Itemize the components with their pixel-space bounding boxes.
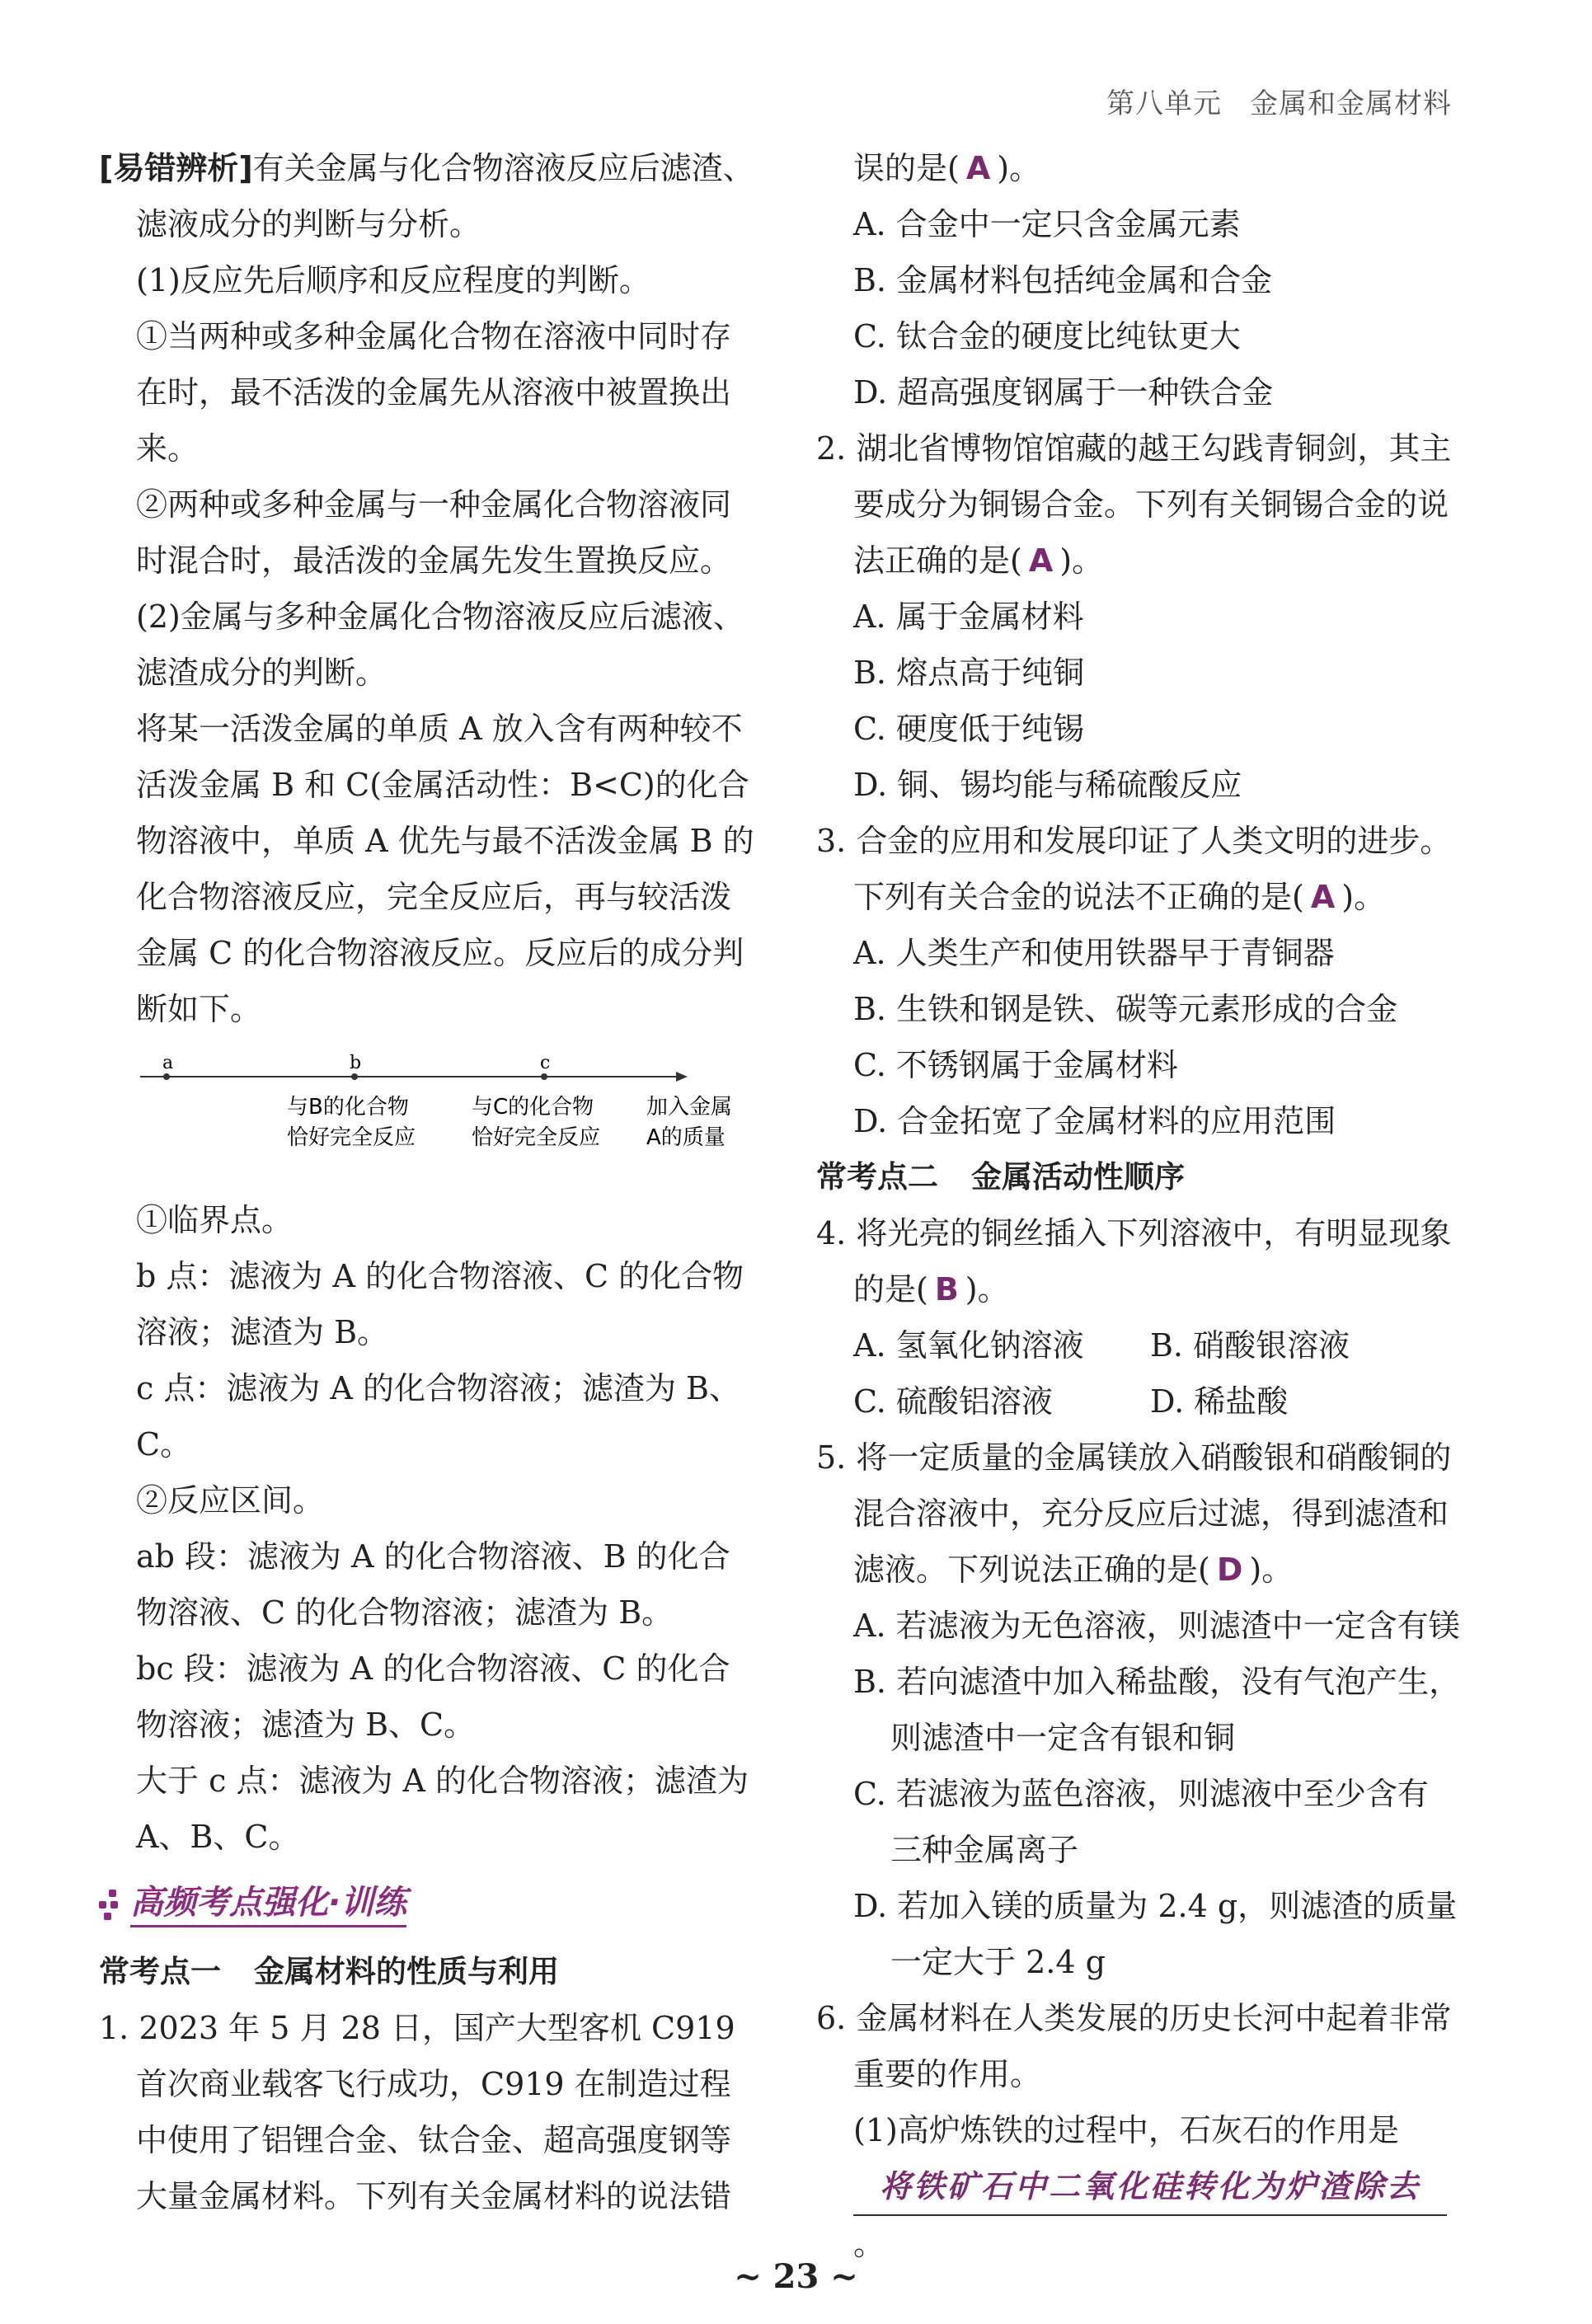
q5-option-a: A. 若滤液为无色溶液，则滤渣中一定含有镁 [853, 1608, 1460, 1644]
q3-option-c: C. 不锈钢属于金属材料 [853, 1047, 1178, 1083]
section-banner [99, 1876, 758, 1927]
page-header [1106, 81, 1452, 121]
reaction-diagram [99, 1052, 758, 1176]
q1-option-d: D. 超高强度钢属于一种铁合金 [853, 374, 1274, 411]
question-6-part-1: (1)高炉炼铁的过程中，石灰石的作用是 [853, 2112, 1399, 2148]
critical-heading: ①临界点。 [136, 1202, 294, 1238]
question-6-part-1-answer-line: 将铁矿石中二氧化硅转化为炉渣除去。 [816, 2158, 1476, 2272]
q1-option-c: C. 钛合金的硬度比纯钛更大 [853, 318, 1241, 354]
q5-option-b-cont: 则滤渣中一定含有银和铜 [890, 1720, 1236, 1756]
q4-option-b: B. 硝酸银溶液 [1150, 1327, 1350, 1364]
answer-4: B [934, 1271, 959, 1308]
q3-option-d: D. 合金拓宽了金属材料的应用范围 [853, 1103, 1336, 1139]
q4-option-c: C. 硫酸铝溶液 [853, 1383, 1053, 1420]
question-6: 6. 金属材料在人类发展的历史长河中起着非常重要的作用。 [816, 2000, 1452, 2092]
label-c-line2: 恰好完全反应 [472, 1125, 601, 1150]
label-end-line2: A的质量 [646, 1125, 726, 1150]
q5-option-c: C. 若滤液为蓝色溶液，则滤液中至少含有 [853, 1776, 1429, 1812]
c-point-text: c 点：滤液为 A 的化合物溶液；滤渣为 B、C。 [136, 1370, 740, 1462]
q3-option-a: A. 人类生产和使用铁器早于青铜器 [853, 935, 1335, 971]
analysis-p1b: ②两种或多种金属与一种金属化合物溶液同时混合时，最活泼的金属先发生置换反应。 [136, 486, 732, 579]
label-end-line1: 加入金属 [646, 1095, 733, 1120]
label-b-line1: 与B的化合物 [287, 1095, 409, 1120]
q2-option-c: C. 硬度低于纯锡 [853, 711, 1084, 747]
q2-option-b: B. 熔点高于纯铜 [853, 655, 1085, 691]
point-b-dot [351, 1073, 358, 1080]
axis-arrow [676, 1072, 688, 1082]
handwritten-answer-6-1: 将铁矿石中二氧化硅转化为炉渣除去 [853, 2158, 1447, 2216]
q4-option-d: D. 稀盐酸 [1150, 1383, 1289, 1420]
question-4: 4. 将光亮的铜丝插入下列溶液中，有明显现象的是( B )。 [816, 1215, 1452, 1308]
q1-option-a: A. 合金中一定只含金属元素 [853, 206, 1241, 242]
analysis-intro: [易错辨析]有关金属与化合物溶液反应后滤渣、滤液成分的判断与分析。 [99, 150, 754, 242]
answer-5: D [1216, 1552, 1243, 1588]
page-number: ~ 23 ~ [734, 2257, 858, 2296]
q4-option-a: A. 氢氧化钠溶液 [853, 1327, 1084, 1364]
question-1: 1. 2023 年 5 月 28 日，国产大型客机 C919 首次商业载客飞行成功，C919 在制造过程中使用了铝锂合金、钛合金、超高强度钢等大量金属材料。下列有关金属材料的说法错 [99, 2010, 735, 2214]
answer-1: A [965, 150, 991, 186]
analysis-p3: 将某一活泼金属的单质 A 放入含有两种较不活泼金属 B 和 C(金属活动性：B<C)的化合物溶液中，单质 A 优先与最不活泼金属 B 的化合物溶液反应，完全反应后，再与较活泼金属 C 的化合物溶液反应。反应后的成分判断如下。 [136, 711, 754, 1027]
bc-segment-text: bc 段：滤液为 A 的化合物溶液、C 的化合物溶液；滤渣为 B、C。 [136, 1650, 730, 1743]
q5-option-b: B. 若向滤渣中加入稀盐酸，没有气泡产生， [853, 1664, 1461, 1700]
banner-dots-icon [99, 1890, 124, 1923]
question-2: 2. 湖北省博物馆馆藏的越王勾践青铜剑，其主要成分为铜锡合金。下列有关铜锡合金的说法正确的是( A )。 [816, 430, 1452, 579]
analysis-tag: [易错辨析] [99, 150, 253, 186]
q1-option-b: B. 金属材料包括纯金属和合金 [853, 262, 1273, 298]
point-c-dot [541, 1073, 547, 1080]
point-a-label: a [162, 1053, 174, 1073]
question-1-cont: 误的是( A )。 [853, 150, 1041, 186]
right-column [816, 140, 1476, 2272]
q4-options-row1 [816, 1317, 1476, 1373]
point-c-label: c [540, 1053, 551, 1073]
left-column [99, 140, 758, 2224]
answer-2: A [1028, 542, 1054, 579]
point-b-label: b [350, 1053, 362, 1073]
unit-title: 金属和金属材料 [1250, 87, 1452, 120]
beyond-c-text: 大于 c 点：滤液为 A 的化合物溶液；滤渣为 A、B、C。 [136, 1763, 749, 1855]
unit-label: 第八单元 [1106, 87, 1222, 120]
question-3: 3. 合金的应用和发展印证了人类文明的进步。下列有关合金的说法不正确的是( A )。 [816, 823, 1452, 915]
q5-option-c-cont: 三种金属离子 [890, 1832, 1079, 1868]
point-a-dot [163, 1073, 170, 1080]
number-line [99, 1052, 758, 1176]
label-c-line1: 与C的化合物 [472, 1095, 594, 1120]
banner-title: 高频考点强化·训练 [130, 1876, 406, 1927]
analysis-p2: (2)金属与多种金属化合物溶液反应后滤液、滤渣成分的判断。 [136, 599, 744, 691]
question-5: 5. 将一定质量的金属镁放入硝酸银和硝酸铜的混合溶液中，充分反应后过滤，得到滤渣和滤液。下列说法正确的是( D )。 [816, 1439, 1452, 1588]
analysis-p1a: ①当两种或多种金属化合物在溶液中同时存在时，最不活泼的金属先从溶液中被置换出来。 [136, 318, 732, 467]
q4-options-row2 [816, 1373, 1476, 1430]
label-b-line2: 恰好完全反应 [287, 1125, 416, 1150]
q2-option-a: A. 属于金属材料 [853, 599, 1084, 635]
q5-option-d: D. 若加入镁的质量为 2.4 g，则滤渣的质量 [853, 1888, 1458, 1924]
section-2-title: 常考点二 金属活动性顺序 [816, 1159, 1185, 1195]
b-point-text: b 点：滤液为 A 的化合物溶液、C 的化合物溶液；滤渣为 B。 [136, 1258, 744, 1350]
q5-option-d-cont: 一定大于 2.4 g [890, 1944, 1106, 1980]
answer-3: A [1310, 879, 1336, 915]
section-1-title: 常考点一 金属材料的性质与利用 [99, 1954, 559, 1989]
interval-heading: ②反应区间。 [136, 1482, 325, 1519]
q3-option-b: B. 生铁和钢是铁、碳等元素形成的合金 [853, 991, 1398, 1027]
q2-option-d: D. 铜、锡均能与稀硫酸反应 [853, 767, 1242, 803]
ab-segment-text: ab 段：滤液为 A 的化合物溶液、B 的化合物溶液、C 的化合物溶液；滤渣为 B。 [136, 1538, 730, 1631]
analysis-p1: (1)反应先后顺序和反应程度的判断。 [136, 262, 650, 298]
